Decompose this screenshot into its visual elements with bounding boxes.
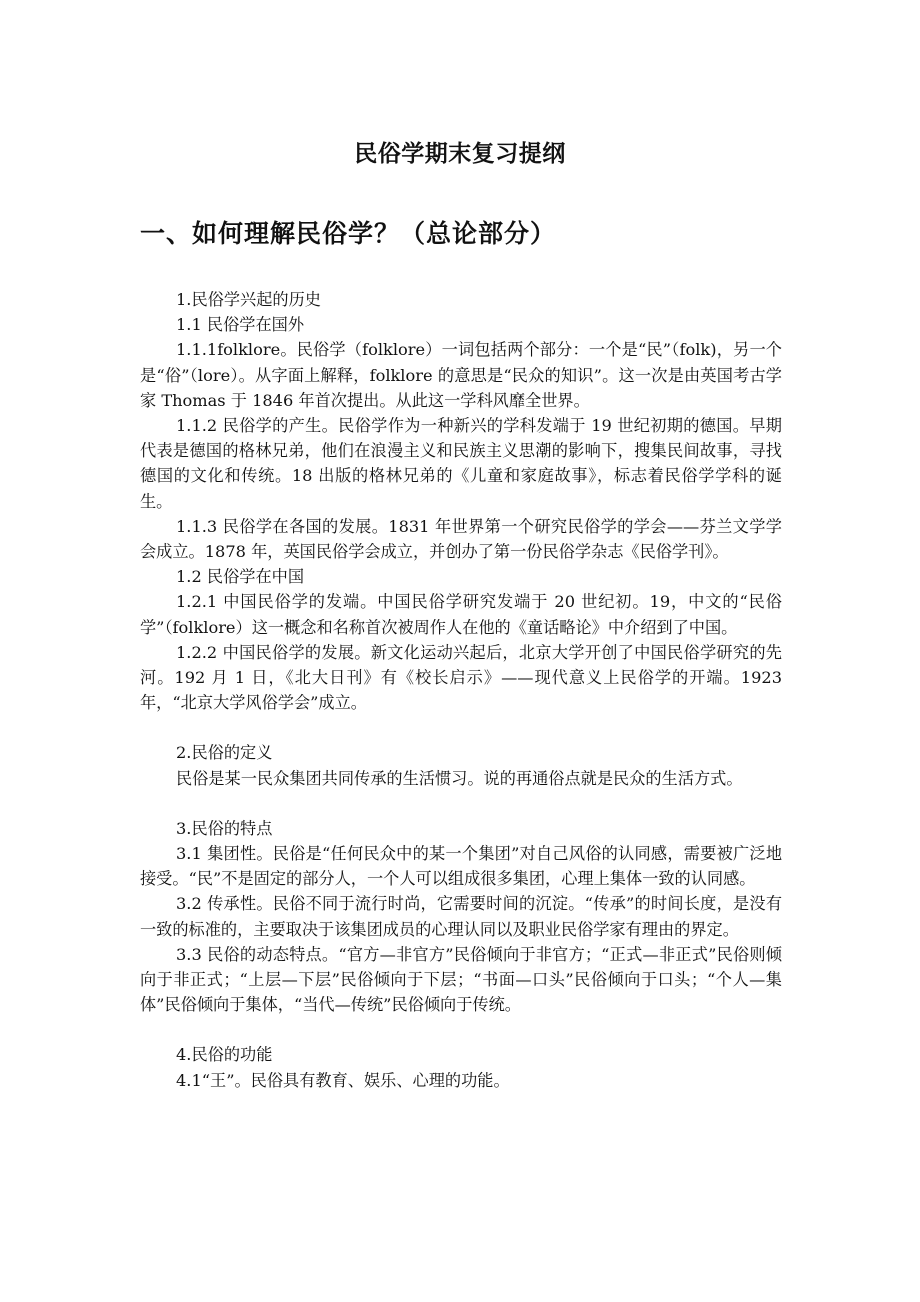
spacer <box>140 791 782 816</box>
paragraph-definition: 民俗是某一民众集团共同传承的生活惯习。说的再通俗点就是民众的生活方式。 <box>176 768 743 788</box>
heading-features: 3.民俗的特点 <box>176 818 273 838</box>
spacer <box>140 715 782 740</box>
heading-history: 1.民俗学兴起的历史 <box>176 290 321 309</box>
paragraph-1-1-2: 1.1.2 民俗学的产生。民俗学作为一种新兴的学科发端于 19 世纪初期的德国。早期代表是德国的格林兄弟，他们在浪漫主义和民族主义思潮的影响下，搜集民间故事，寻找德国的文化和传统。18 出版的格林兄弟的《儿童和家庭故事》，标志着民俗学学科的诞生。 <box>140 416 782 511</box>
paragraph-1-1-1: 1.1.1folklore。民俗学（folklore）一词包括两个部分：一个是“民”（folk)，另一个是“俗”（lore）。从字面上解释，folklore 的意思是“民众的知识”。这一次是由英国考古学家 Thomas 于 1846 年首次提出。从此这一学科风靡全世界。 <box>140 340 782 410</box>
paragraph-4-1: 4.1“王”。民俗具有教育、娱乐、心理的功能。 <box>176 1070 510 1090</box>
paragraph-3-2: 3.2 传承性。民俗不同于流行时尚，它需要时间的沉淀。“传承”的时间长度，是没有一致的标准的，主要取决于该集团成员的心理认同以及职业民俗学家有理由的界定。 <box>140 894 782 939</box>
paragraph-3-3: 3.3 民俗的动态特点。“官方—非官方”民俗倾向于非官方；“正式—非正式”民俗则倾向于非正式；“上层—下层”民俗倾向于下层；“书面—口头”民俗倾向于口头；“个人—集体”民俗倾向于集体，“当代—传统”民俗倾向于传统。 <box>140 944 782 1015</box>
paragraph-1-1-3: 1.1.3 民俗学在各国的发展。1831 年世界第一个研究民俗学的学会——芬兰文学学会成立。1878 年，英国民俗学会成立，并创办了第一份民俗学杂志《民俗学刊》。 <box>140 516 782 562</box>
page-title: 民俗学期末复习提纲 <box>354 141 566 167</box>
heading-definition: 2.民俗的定义 <box>176 743 273 763</box>
document-body <box>140 287 782 1093</box>
paragraph-1-2-1: 1.2.1 中国民俗学的发端。中国民俗学研究发端于 20 世纪初。19，中文的“民俗学”（folklore）这一概念和名称首次被周作人在他的《童话略论》中介绍到了中国。 <box>140 592 782 637</box>
section-heading: 一、如何理解民俗学？（总论部分） <box>140 219 557 248</box>
subheading-foreign: 1.1 民俗学在国外 <box>176 315 305 335</box>
paragraph-3-1: 3.1 集团性。民俗是“任何民众中的某一个集团”对自己风俗的认同感，需要被广泛地接受。“民”不是固定的部分人，一个人可以组成很多集团，心理上集体一致的认同感。 <box>140 844 782 889</box>
spacer <box>140 1017 782 1042</box>
paragraph-1-2-2: 1.2.2 中国民俗学的发展。新文化运动兴起后，北京大学开创了中国民俗学研究的先河。192 月 1 日，《北大日刊》有《校长启示》——现代意义上民俗学的开端。1923 年，“北京大学风俗学会”成立。 <box>140 642 782 713</box>
subheading-china: 1.2 民俗学在中国 <box>176 567 305 587</box>
heading-functions: 4.民俗的功能 <box>176 1045 273 1065</box>
